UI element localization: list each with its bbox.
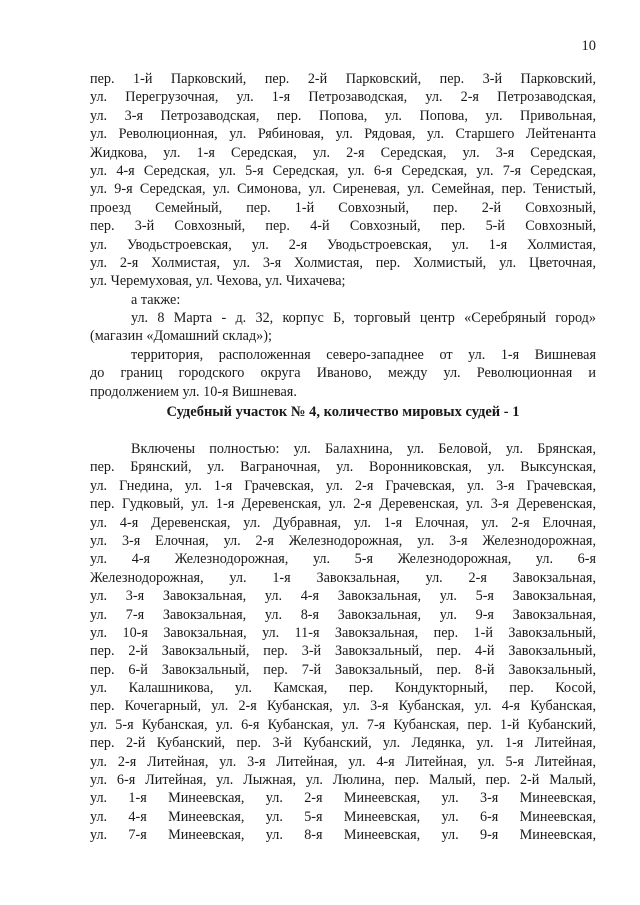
text-line: пер. 1-й Парковский, пер. 2-й Парковский, пер. 3-й Парковский, bbox=[90, 71, 596, 87]
also-label: а также: bbox=[131, 291, 181, 308]
text-line: ул. 7-я Минеевская, ул. 8-я Минеевская, ул. 9-я Минеевская, bbox=[90, 827, 596, 844]
text-line: ул. 2-я Холмистая, ул. 3-я Холмистая, пер. Холмистый, ул. Цветочная, bbox=[90, 254, 596, 271]
address-line: ул. 8 Марта - д. 32, корпус Б, торговый центр «Серебряный город» bbox=[131, 310, 596, 327]
text-line: ул. Перегрузочная, ул. 1-я Петрозаводская, ул. 2-я Петрозаводская, bbox=[90, 89, 596, 106]
text-line: ул. 3-я Завокзальная, ул. 4-я Завокзальная, ул. 5-я Завокзальная, bbox=[90, 588, 596, 605]
text-line: ул. Уводьстроевская, ул. 2-я Уводьстроевская, ул. 1-я Холмистая, bbox=[90, 236, 596, 253]
street-list-district-4 bbox=[90, 440, 596, 845]
text-line: ул. 3-я Елочная, ул. 2-я Железнодорожная, ул. 3-я Железнодорожная, bbox=[90, 532, 596, 549]
text-line: пер. Кочегарный, ул. 2-я Кубанская, ул. 3-я Кубанская, ул. 4-я Кубанская, bbox=[90, 698, 596, 715]
text-line: ул. Революционная, ул. Рябиновая, ул. Рядовая, ул. Старшего Лейтенанта bbox=[90, 126, 596, 143]
text-line: ул. Калашникова, ул. Камская, пер. Кондукторный, пер. Косой, bbox=[90, 680, 596, 697]
text-line: ул. 5-я Кубанская, ул. 6-я Кубанская, ул. 7-я Кубанская, пер. 1-й Кубанский, bbox=[90, 716, 596, 733]
text-line: проезд Семейный, пер. 1-й Совхозный, пер. 2-й Совхозный, bbox=[90, 199, 596, 216]
text-line: ул. 6-я Литейная, ул. Лыжная, ул. Люлина, пер. Малый, пер. 2-й Малый, bbox=[90, 772, 596, 789]
text-line: пер. Брянский, ул. Ваграночная, ул. Воронниковская, ул. Выксунская, bbox=[90, 459, 596, 476]
address-line: (магазин «Домашний склад»); bbox=[90, 328, 272, 345]
text-line: пер. 3-й Совхозный, пер. 4-й Совхозный, пер. 5-й Совхозный, bbox=[90, 218, 596, 235]
text-line: ул. 3-я Петрозаводская, пер. Попова, ул. Попова, ул. Привольная, bbox=[90, 107, 596, 124]
street-list-continuation bbox=[90, 70, 596, 401]
text-line: ул. 4-я Железнодорожная, ул. 5-я Железнодорожная, ул. 6-я bbox=[90, 551, 596, 568]
territory-line: продолжением ул. 10-я Вишневая. bbox=[90, 383, 297, 400]
text-line: Жидкова, ул. 1-я Середская, ул. 2-я Середская, ул. 3-я Середская, bbox=[90, 144, 596, 161]
text-line: пер. 2-й Кубанский, пер. 3-й Кубанский, ул. Ледянка, ул. 1-я Литейная, bbox=[90, 735, 596, 752]
text-line: Железнодорожная, ул. 1-я Завокзальная, ул. 2-я Завокзальная, bbox=[90, 569, 596, 586]
territory-line: до границ городского округа Иваново, между ул. Революционная и bbox=[90, 365, 596, 382]
text-line: пер. Гудковый, ул. 1-я Деревенская, ул. 2-я Деревенская, ул. 3-я Деревенская, bbox=[90, 496, 596, 513]
text-line: Включены полностью: ул. Балахнина, ул. Беловой, ул. Брянская, bbox=[131, 441, 596, 457]
text-line: ул. Гнедина, ул. 1-я Грачевская, ул. 2-я Грачевская, ул. 3-я Грачевская, bbox=[90, 477, 596, 494]
section-heading: Судебный участок № 4, количество мировых судей - 1 bbox=[166, 404, 520, 420]
text-line: ул. 4-я Середская, ул. 5-я Середская, ул. 6-я Середская, ул. 7-я Середская, bbox=[90, 162, 596, 179]
text-line: ул. Черемуховая, ул. Чехова, ул. Чихачева; bbox=[90, 273, 346, 290]
page-number: 10 bbox=[581, 38, 596, 54]
text-line: ул. 10-я Завокзальная, ул. 11-я Завокзальная, пер. 1-й Завокзальный, bbox=[90, 624, 596, 641]
text-line: ул. 2-я Литейная, ул. 3-я Литейная, ул. 4-я Литейная, ул. 5-я Литейная, bbox=[90, 753, 596, 770]
text-line: ул. 4-я Деревенская, ул. Дубравная, ул. 1-я Елочная, ул. 2-я Елочная, bbox=[90, 514, 596, 531]
territory-line: территория, расположенная северо-западнее от ул. 1-я Вишневая bbox=[131, 346, 596, 363]
text-line: ул. 9-я Середская, ул. Симонова, ул. Сиреневая, ул. Семейная, пер. Тенистый, bbox=[90, 181, 596, 198]
text-line: ул. 7-я Завокзальная, ул. 8-я Завокзальная, ул. 9-я Завокзальная, bbox=[90, 606, 596, 623]
text-line: пер. 2-й Завокзальный, пер. 3-й Завокзальный, пер. 4-й Завокзальный, bbox=[90, 643, 596, 660]
text-line: ул. 1-я Минеевская, ул. 2-я Минеевская, ул. 3-я Минеевская, bbox=[90, 790, 596, 807]
text-line: ул. 4-я Минеевская, ул. 5-я Минеевская, ул. 6-я Минеевская, bbox=[90, 808, 596, 825]
text-line: пер. 6-й Завокзальный, пер. 7-й Завокзальный, пер. 8-й Завокзальный, bbox=[90, 661, 596, 678]
